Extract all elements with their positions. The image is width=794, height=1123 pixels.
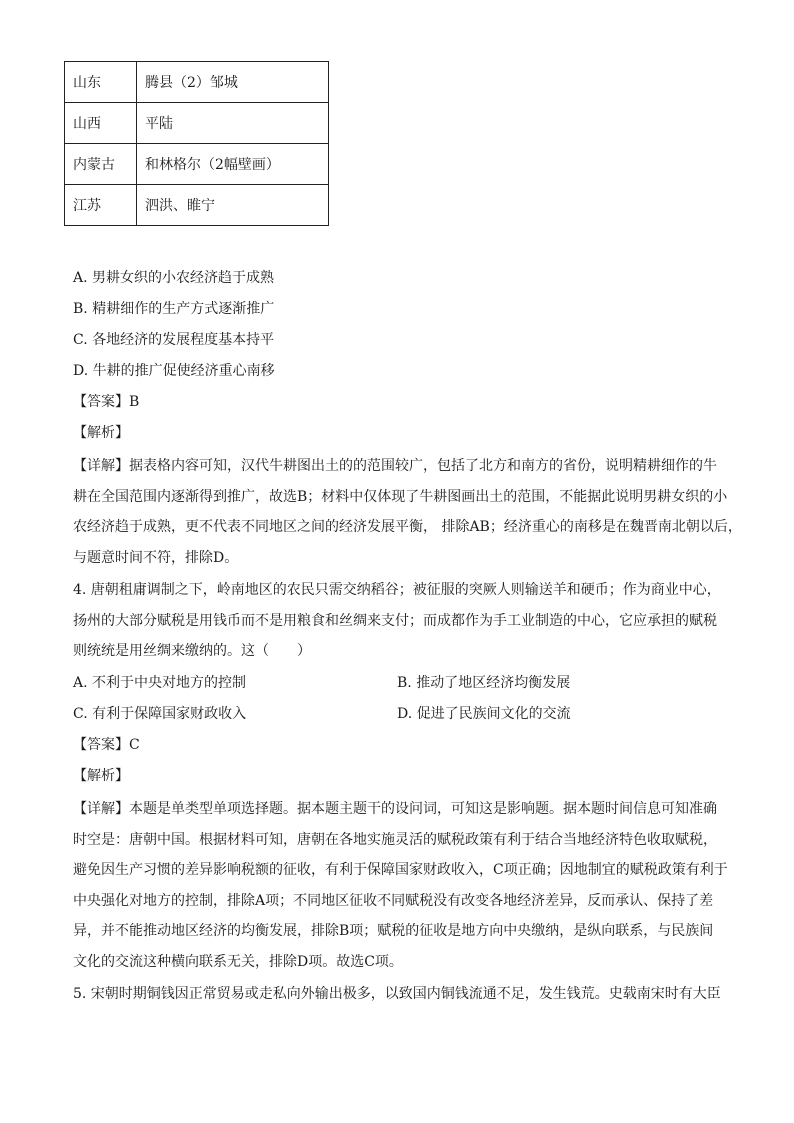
q5-stem-line: 5. 宋朝时期铜钱因正常贸易或走私向外输出极多，以致国内铜钱流通不足，发生钱荒。史载南宋时有大臣: [73, 986, 721, 1002]
q4-detail: [73, 794, 735, 978]
q4-stem-line: 4. 唐朝租庸调制之下，岭南地区的农民只需交纳稻谷；被征服的突厥人则输送羊和硬币；作为商业中心，: [73, 582, 721, 598]
q4-detail-line: 中央强化对地方的控制，排除A项；不同地区征收不同赋税没有改变各地经济差异，反而承认、保持了差: [73, 892, 714, 909]
q4-detail-line: 异，并不能推动地区经济的均衡发展，排除B项；赋税的征收是地方向中央缴纳，是纵向联系，与民族间: [73, 923, 714, 940]
q4-option-d: D. 促进了民族间文化的交流: [397, 706, 571, 722]
q4-detail-line: 时空是：唐朝中国。根据材料可知，唐朝在各地实施灵活的赋税政策有利于结合当地经济特色收取赋税，: [73, 831, 717, 848]
q4-option-row-1: [73, 673, 246, 693]
q3-detail-line: 农经济趋于成熟，更不代表不同地区之间的经济发展平衡， 排除AB；经济重心的南移是在魏晋南北朝以后，: [73, 519, 742, 536]
q4-detail-line: 避免因生产习惯的差异影响税额的征收，有利于保障国家财政收入，C项正确；因地制宜的赋税政策有利于: [73, 862, 728, 879]
q3-option-a: A. 男耕女织的小农经济趋于成熟: [73, 270, 275, 286]
table-cell-province: 江苏: [65, 185, 137, 226]
table-cell-places: 泗洪、睢宁: [137, 185, 329, 226]
q3-option-c: C. 各地经济的发展程度基本持平: [73, 332, 275, 348]
q4-detail-line: 【详解】本题是单类型单项选择题。据本题主题干的设问词，可知这是影响题。据本题时间信息可知准确: [73, 801, 717, 817]
table-row: [65, 103, 329, 144]
table-cell-places: 腾县（2）邹城: [137, 62, 329, 103]
table-cell-places: 和林格尔（2幅壁画）: [137, 144, 329, 185]
q4-stem: [73, 575, 735, 667]
q3-option-b: B. 精耕细作的生产方式逐渐推广: [73, 301, 275, 317]
table-row: [65, 185, 329, 226]
niugeng-region-table: [64, 61, 329, 226]
q4-stem-line: 则统统是用丝绸来缴纳的。这（ ）: [73, 643, 311, 660]
table-row: [65, 62, 329, 103]
q4-detail-line: 文化的交流这种横向联系无关，排除D项。故选C项。: [73, 953, 403, 970]
q3-detail-line: 与题意时间不符，排除D。: [73, 549, 239, 566]
q3-option-d: D. 牛耕的推广促使经济重心南移: [73, 363, 275, 379]
q3-detail-line: 【详解】据表格内容可知，汉代牛耕图出土的的范围较广，包括了北方和南方的省份，说明精耕细作的牛: [73, 458, 717, 474]
q4-answer: 【答案】C: [73, 737, 140, 753]
q3-detail-line: 耕在全国范围内逐渐得到推广，故选B；材料中仅体现了牛耕图画出土的范围，不能据此说明男耕女织的小: [73, 488, 728, 505]
table-cell-province: 山西: [65, 103, 137, 144]
q3-detail: [73, 451, 742, 573]
table-row: [65, 144, 329, 185]
q3-analysis-label: 【解析】: [73, 425, 129, 441]
table-cell-province: 内蒙古: [65, 144, 137, 185]
q4-option-b: B. 推动了地区经济均衡发展: [397, 675, 571, 691]
table-cell-places: 平陆: [137, 103, 329, 144]
q4-analysis-label: 【解析】: [73, 768, 129, 784]
q5-stem: [73, 979, 735, 1010]
q3-answer: 【答案】B: [73, 394, 140, 410]
q4-option-a: A. 不利于中央对地方的控制: [73, 675, 247, 691]
q4-stem-line: 扬州的大部分赋税是用钱币而不是用粮食和丝绸来支付；而成都作为手工业制造的中心，它应承担的赋税: [73, 612, 717, 629]
table-cell-province: 山东: [65, 62, 137, 103]
q4-option-c: C. 有利于保障国家财政收入: [73, 706, 247, 722]
